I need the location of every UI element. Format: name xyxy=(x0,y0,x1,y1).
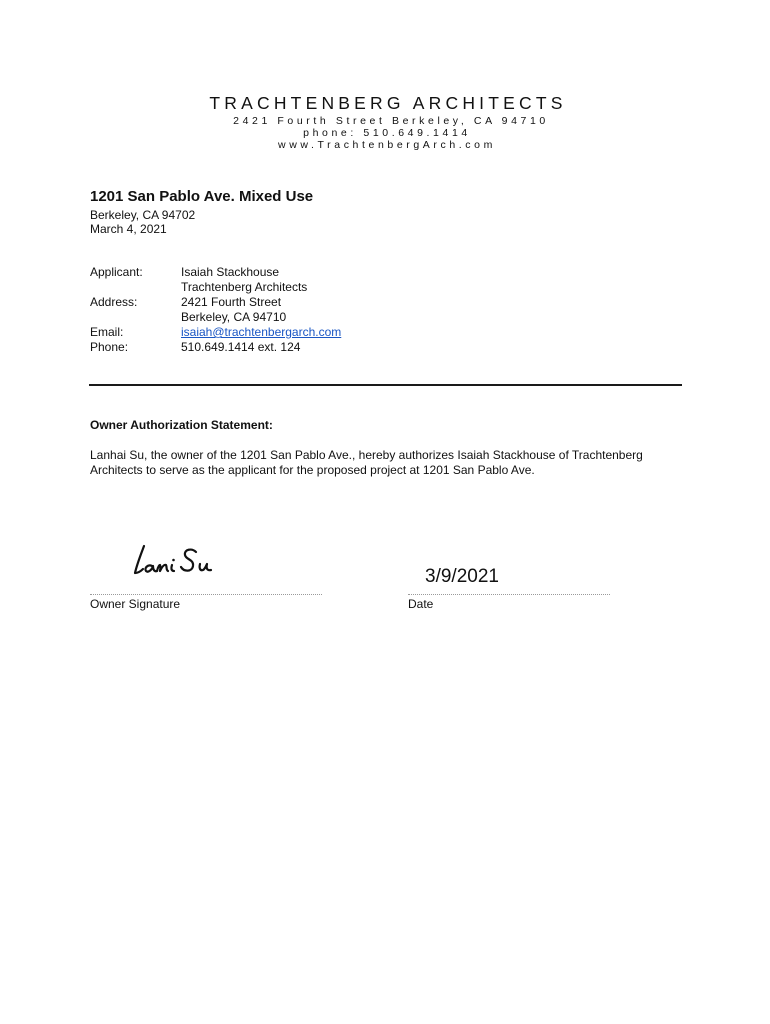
date-caption: Date xyxy=(408,597,434,611)
address-city: Berkeley, CA 94710 xyxy=(181,310,287,324)
email-label: Email: xyxy=(90,325,124,339)
email-link[interactable]: isaiah@trachtenbergarch.com xyxy=(181,325,342,339)
firm-website: www.TrachtenbergArch.com xyxy=(278,139,496,151)
phone-label: Phone: xyxy=(90,340,129,354)
statement-line-1: Lanhai Su, the owner of the 1201 San Pablo Ave., hereby authorizes Isaiah Stackhouse of Trachtenberg xyxy=(90,448,643,462)
project-title: 1201 San Pablo Ave. Mixed Use xyxy=(90,188,314,205)
applicant-name: Isaiah Stackhouse xyxy=(181,265,280,279)
owner-signature-caption: Owner Signature xyxy=(90,597,181,611)
document-date: March 4, 2021 xyxy=(90,222,167,236)
firm-address: 2421 Fourth Street Berkeley, CA 94710 xyxy=(233,115,549,127)
signature-date: 3/9/2021 xyxy=(425,566,499,587)
address-street: 2421 Fourth Street xyxy=(181,295,282,309)
owner-signature-line xyxy=(90,594,322,595)
applicant-label: Applicant: xyxy=(90,265,143,279)
date-signature-line xyxy=(408,594,610,595)
applicant-firm: Trachtenberg Architects xyxy=(181,280,308,294)
statement-line-2: Architects to serve as the applicant for the proposed project at 1201 San Pablo Ave. xyxy=(90,463,535,477)
statement-body xyxy=(90,448,690,478)
statement-heading: Owner Authorization Statement: xyxy=(90,418,273,432)
phone-value: 510.649.1414 ext. 124 xyxy=(181,340,301,354)
firm-name: TRACHTENBERG ARCHITECTS xyxy=(209,93,567,113)
section-divider xyxy=(89,384,682,386)
address-label: Address: xyxy=(90,295,138,309)
firm-phone: phone: 510.649.1414 xyxy=(303,127,471,139)
owner-signature-graphic xyxy=(128,540,228,582)
project-city: Berkeley, CA 94702 xyxy=(90,208,196,222)
